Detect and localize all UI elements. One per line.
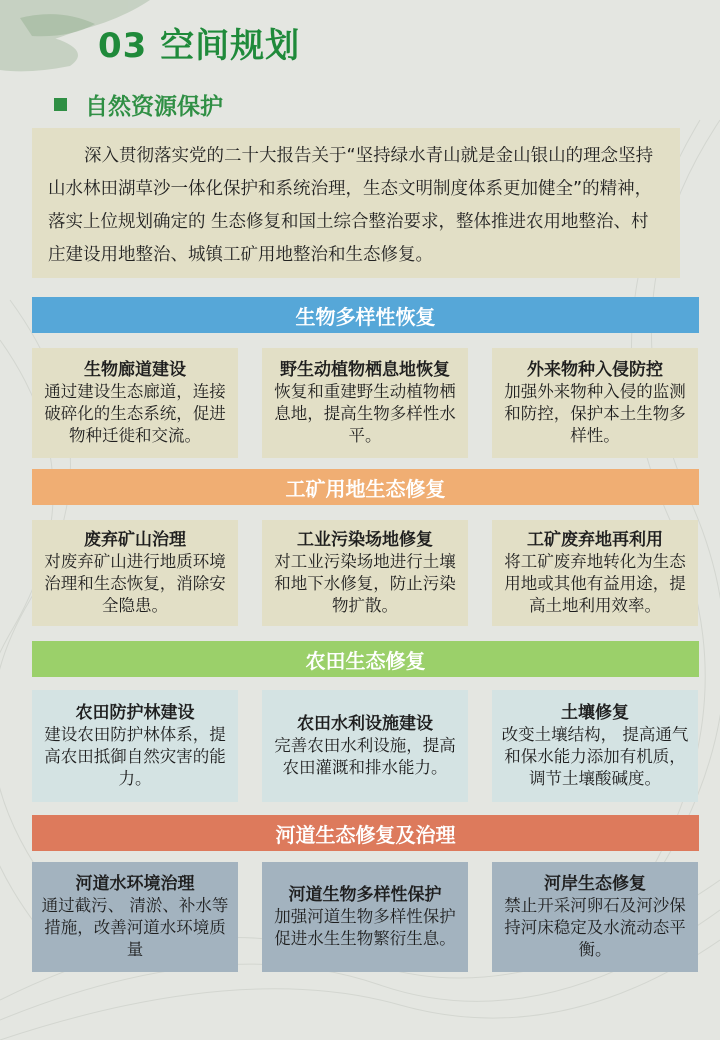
bullet-square-icon (54, 98, 67, 111)
card-title: 废弃矿山治理 (84, 530, 186, 550)
card-body: 完善农田水利设施，提高农田灌溉和排水能力。 (274, 736, 456, 777)
card-title: 工业污染场地修复 (297, 530, 433, 550)
card-body: 恢复和重建野生动植物栖息地，提高生物多样性水平。 (274, 382, 456, 445)
category-band-river: 河道生态修复及治理 (32, 815, 699, 851)
section-title: 03 空间规划 (98, 26, 301, 66)
info-card (492, 348, 698, 458)
category-band-farmland: 农田生态修复 (32, 641, 699, 677)
info-card (32, 520, 238, 626)
card-title: 土壤修复 (561, 703, 629, 723)
section-subtitle: 自然资源保护 (85, 94, 223, 120)
card-title: 外来物种入侵防控 (527, 360, 663, 380)
card-body: 对工业污染场地进行土壤和地下水修复，防止污染物扩散。 (274, 552, 456, 615)
info-card (32, 862, 238, 972)
card-title: 河道水环境治理 (75, 874, 195, 894)
info-card (262, 862, 468, 972)
card-title: 农田防护林建设 (75, 703, 195, 723)
card-body: 加强河道生物多样性保护促进水生生物繁衍生息。 (274, 907, 456, 948)
info-card (262, 690, 468, 802)
subtitle-row (54, 88, 223, 121)
category-band-industrial: 工矿用地生态修复 (32, 469, 699, 505)
info-card (492, 862, 698, 972)
card-body: 通过建设生态廊道，连接破碎化的生态系统，促进物种迁徙和交流。 (44, 382, 226, 445)
info-card (492, 520, 698, 626)
category-band-biodiversity: 生物多样性恢复 (32, 297, 699, 333)
card-title: 河道生物多样性保护 (288, 885, 442, 905)
card-title: 生物廊道建设 (84, 360, 186, 380)
info-card (492, 690, 698, 802)
card-body: 加强外来物种入侵的监测和防控，保护本土生物多样性。 (504, 382, 686, 445)
card-body: 建设农田防护林体系，提高农田抵御自然灾害的能力。 (44, 725, 226, 788)
info-card (262, 520, 468, 626)
card-title: 河岸生态修复 (544, 874, 646, 894)
card-title: 野生动植物栖息地恢复 (280, 360, 450, 380)
card-title: 农田水利设施建设 (297, 714, 433, 734)
info-card (32, 690, 238, 802)
card-title: 工矿废弃地再利用 (527, 530, 663, 550)
card-body: 改变土壤结构， 提高通气和保水能力添加有机质， 调节土壤酸碱度。 (501, 725, 689, 788)
card-body: 对废弃矿山进行地质环境治理和生态恢复，消除安全隐患。 (44, 552, 226, 615)
intro-box (32, 128, 680, 278)
intro-paragraph: 深入贯彻落实党的二十大报告关于“坚持绿水青山就是金山银山的理念坚持山水林田湖草沙一体化保护和系统治理，生态文明制度体系更加健全”的精神，落实上位规划确定的 生态修复和国土综合整治要求，整体推进农用地整治、村庄建设用地整治、城镇工矿用地整治和生态修复。 (48, 146, 654, 265)
card-body: 通过截污、 清淤、补水等措施，改善河道水环境质量 (41, 896, 229, 959)
info-card (32, 348, 238, 458)
card-body: 将工矿废弃地转化为生态用地或其他有益用途，提高土地利用效率。 (504, 552, 686, 615)
card-body: 禁止开采河卵石及河沙保持河床稳定及水流动态平衡。 (504, 896, 686, 959)
info-card (262, 348, 468, 458)
